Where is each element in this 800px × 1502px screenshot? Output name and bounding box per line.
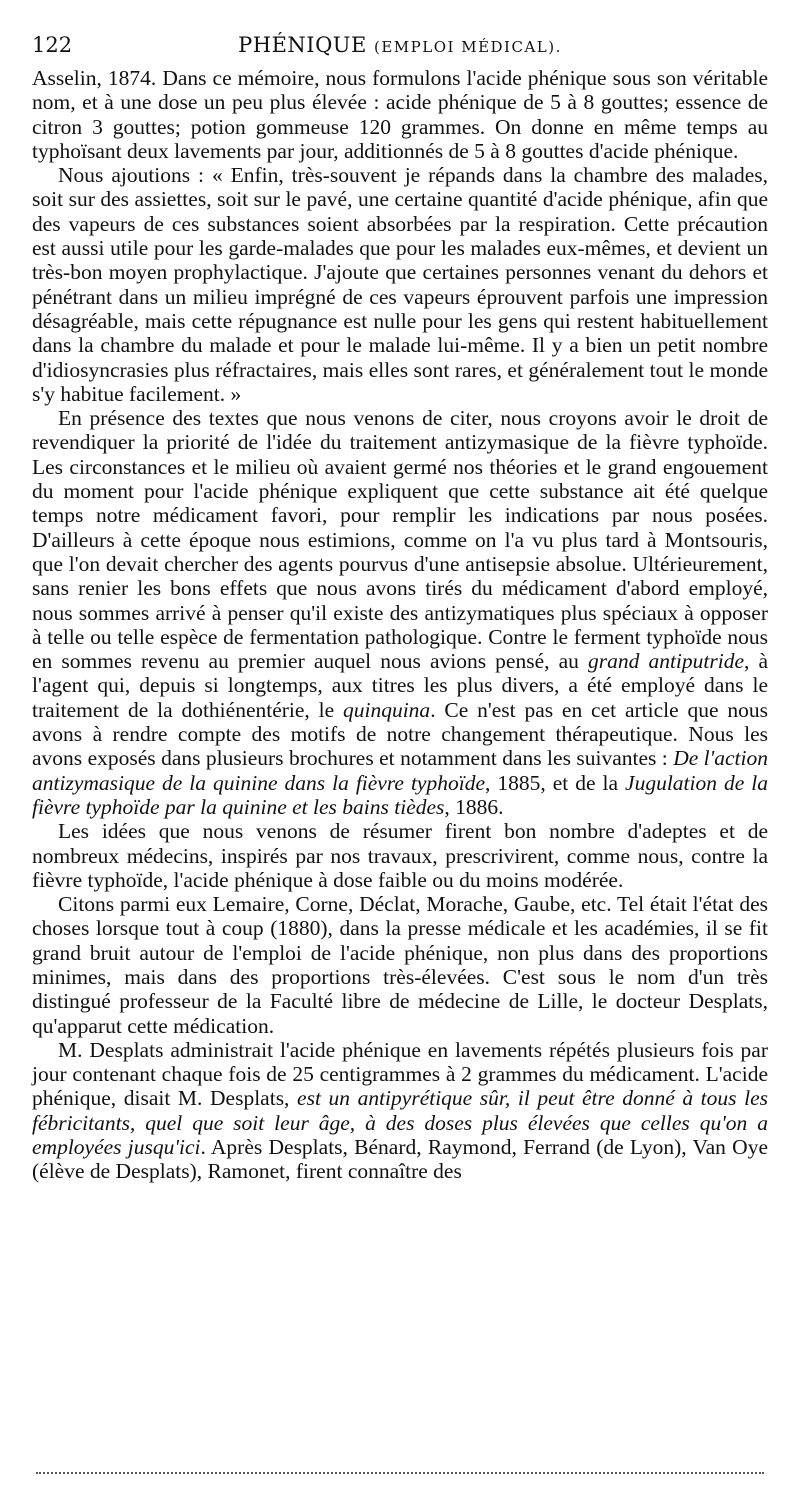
italic-text: De l'action antizymasique de la quinine dans la fièvre typhoïde <box>32 746 768 795</box>
running-title-sub: (EMPLOI MÉDICAL). <box>374 38 562 56</box>
page-header <box>32 30 768 60</box>
running-title <box>32 30 768 62</box>
footer-dotted-rule <box>36 1472 764 1474</box>
text-segment: . Ce n'est pas en cet article que nous avons à rendre compte des motifs de notre changement thérapeutique. Nous les avons exposés dans plusieurs brochures et notamment dans les suivantes : <box>32 697 768 771</box>
text-segment: M. Desplats administrait l'acide phénique en lavements répétés plusieurs fois par jour contenant chaque fois de 25 centigrammes à 2 grammes du médicament. L'acide phénique, disait M. Desplats, <box>32 1037 768 1111</box>
italic-text: quinquina <box>342 697 431 722</box>
paragraph-1 <box>32 66 768 163</box>
paragraph-4 <box>32 819 768 892</box>
italic-text: grand antiputride <box>587 649 744 674</box>
text-segment: , 1885, et de la <box>484 770 626 795</box>
text-segment: Nous ajoutions : « Enfin, très-souvent je répands dans la chambre des malades, soit sur des assiettes, soit sur le pavé, une certaine quantité d'acide phénique, afin que des vapeurs de ces substances soient absorbées par la respiration. Cette précaution est aussi utile pour les garde-malades que pour les malades eux-mêmes, et devient un très-bon moyen prophylactique. J'ajoute que certaines personnes venant du dehors et pénétrant dans un milieu imprégné de ces vapeurs éprouvent parfois une impression désagréable, mais cette répugnance est nulle pour les gens qui restent habituellement dans la chambre du malade et pour le malade lui-même. Il y a bien un petit nombre d'idiosyncrasies plus réfractaires, mais elles sont rares, et généralement tout le monde s'y habitue facilement. » <box>32 163 768 406</box>
body-text <box>32 66 768 1184</box>
page-number: 122 <box>32 33 73 57</box>
italic-text: Jugulation de la fièvre typhoïde par la quinine et les bains tièdes <box>32 770 768 819</box>
paragraph-6 <box>32 1038 768 1184</box>
paragraph-5 <box>32 892 768 1038</box>
text-segment: , 1886. <box>444 794 504 819</box>
text-segment: . Après Desplats, Bénard, Raymond, Ferrand (de Lyon), Van Oye (élève de Desplats), Ramonet, firent connaître des <box>32 1135 768 1184</box>
text-segment: En présence des textes que nous venons de citer, nous croyons avoir le droit de revendiquer la priorité de l'idée du traitement antizymasique de la fièvre typhoïde. Les circonstances et le milieu où avaient germé nos théories et le grand engouement du moment pour l'acide phénique expliquent que cette substance ait été quelque temps notre médicament favori, pour remplir les indications par nous posées. D'ailleurs à cette époque nous estimions, comme on l'a vu plus tard à Montsouris, que l'on devait chercher des agents pourvus d'une antisepsie absolue. Ultérieurement, sans renier les bons effets que nous avons tirés du médicament d'abord employé, nous sommes arrivé à penser qu'il existe des antizymatiques plus spéciaux à opposer à telle ou telle espèce de fermentation pathologique. Contre le ferment typhoïde nous en sommes revenu au premier auquel nous avions pensé, au <box>32 406 768 674</box>
document-page <box>32 30 768 1184</box>
text-segment: Asselin, 1874. Dans ce mémoire, nous formulons l'acide phénique sous son véritable nom, et à une dose un peu plus élevée : acide phénique de 5 à 8 gouttes; essence de citron 3 gouttes; potion gommeuse 120 grammes. On donne en même temps au typhoïsant deux lavements par jour, additionnés de 5 à 8 gouttes d'acide phénique. <box>32 66 768 163</box>
paragraph-2 <box>32 163 768 406</box>
italic-text: est un antipyrétique sûr, il peut être donné à tous les fébricitants, quel que soit leur âge, à des doses plus élevées que celles qu'on a employées jusqu'ici <box>32 1086 768 1160</box>
text-segment: Citons parmi eux Lemaire, Corne, Déclat, Morache, Gaube, etc. Tel était l'état des choses lorsque tout à coup (1880), dans la presse médicale et les académies, il se fit grand bruit autour de l'emploi de l'acide phénique, non plus dans des proportions minimes, mais dans des proportions très-élevées. C'est sous le nom d'un très distingué professeur de la Faculté libre de médecine de Lille, le docteur Desplats, qu'apparut cette médication. <box>32 892 768 1038</box>
running-title-main: PHÉNIQUE <box>238 33 367 57</box>
text-segment: Les idées que nous venons de résumer firent bon nombre d'adeptes et de nombreux médecins, inspirés par nos travaux, prescrivirent, comme nous, contre la fièvre typhoïde, l'acide phénique à dose faible ou du moins modérée. <box>32 819 768 892</box>
text-segment: , à l'agent qui, depuis si longtemps, aux titres les plus divers, a été employé dans le traitement de la dothiénentérie, le <box>32 649 769 722</box>
paragraph-3 <box>32 406 768 819</box>
